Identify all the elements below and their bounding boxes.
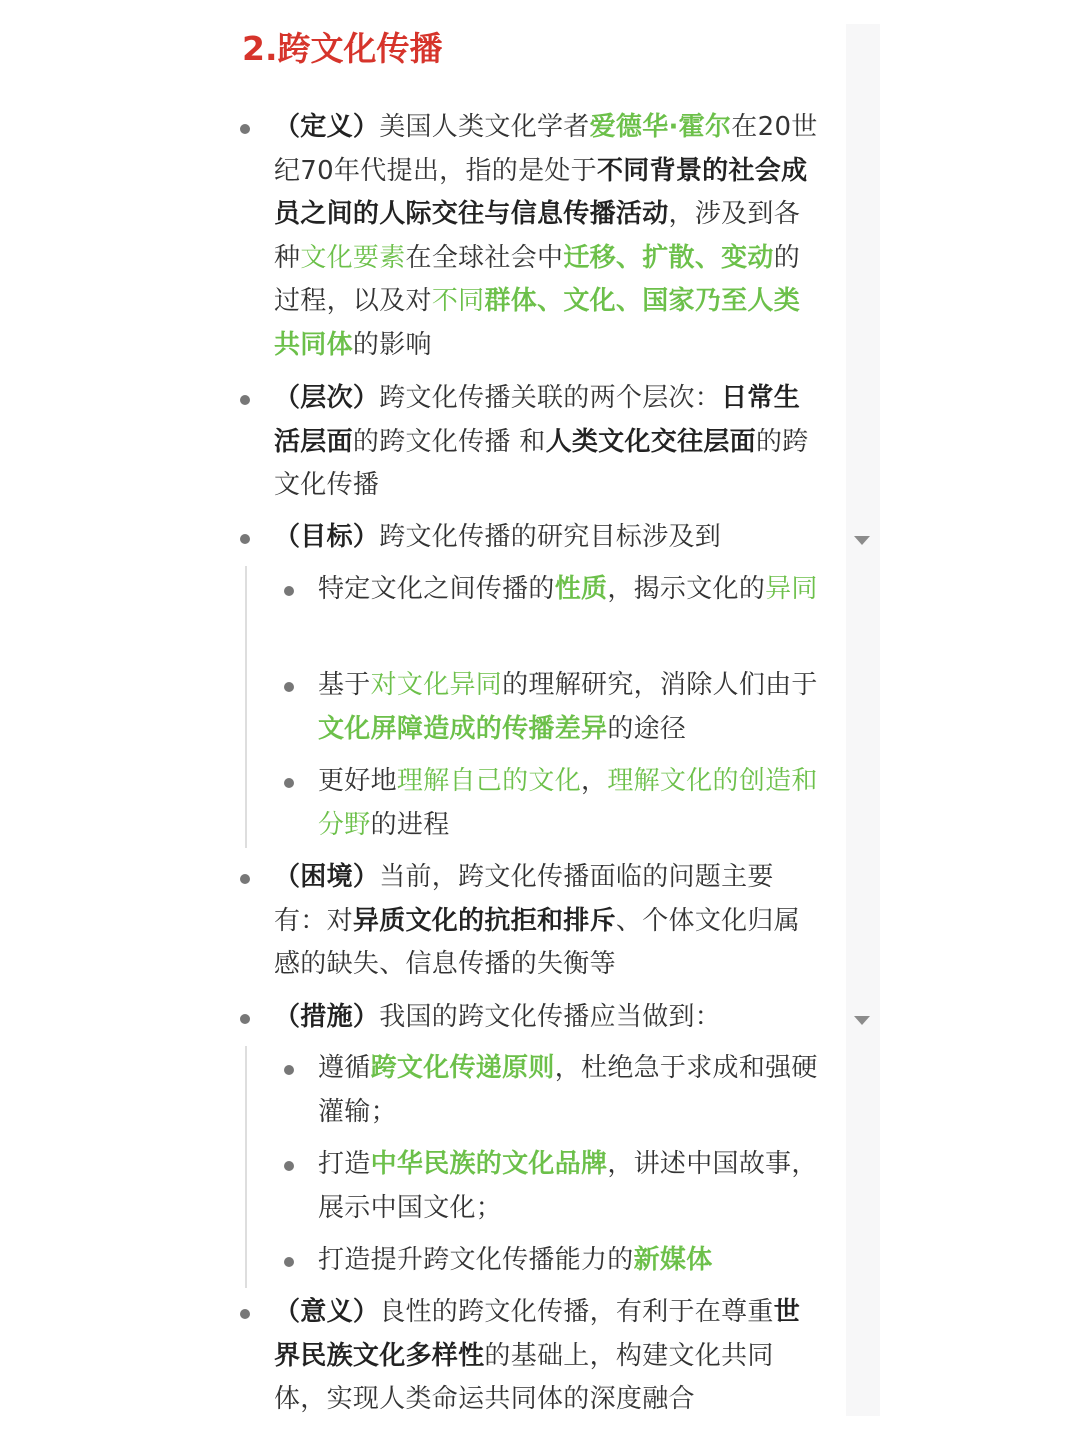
item-label: （目标） [274,522,380,552]
item-text: 我国的跨文化传播应当做到： [379,1002,722,1032]
bullet-icon [284,1257,294,1267]
bullet-icon [284,1161,294,1171]
item-text: 在全球社会中 [405,242,564,273]
sub-item-measure-2 [318,1143,818,1230]
sub-item-measure-1 [318,1047,818,1134]
item-text: 的影响 [352,329,432,360]
highlight-person: 爱德华·霍尔 [589,112,732,142]
item-label: （定义） [274,112,380,142]
list-item-measures [274,996,822,1040]
bullet-icon [284,682,294,692]
bullet-icon [240,874,250,884]
highlight-keyword: 异同 [765,574,818,604]
bullet-icon [284,1065,294,1075]
bullet-icon [240,124,250,134]
item-text: ，涉及到各种 [274,199,801,273]
bullet-icon [284,778,294,788]
item-text: 、个体文化归属感的缺失、信息传播的失衡等 [274,905,801,979]
item-text: ，揭示文化的 [607,574,766,604]
item-text: 遵循 [318,1053,371,1083]
item-text: 的理解研究，消除人们由于 [502,670,818,700]
sub-item-goal-1 [318,568,818,612]
item-text: 美国人类文化学者 [379,112,590,142]
highlight-keyword: 跨文化传递原则 [370,1053,555,1083]
highlight-keyword: 文化屏障造成的传播差异 [318,713,608,744]
item-text: 打造提升跨文化传播能力的 [318,1245,634,1275]
bullet-icon [284,586,294,596]
item-text: ，杜绝急于求成和强硬灌输； [318,1053,818,1127]
item-text: 打造 [318,1149,371,1179]
sub-item-goal-2 [318,664,818,751]
item-text: 当前，跨文化传播面临的问题主要有：对 [274,862,774,936]
highlight-keyword: 中华民族的文化品牌 [370,1149,608,1179]
list-item-significance [274,1291,822,1422]
list-item-dilemma [274,856,822,987]
highlight-keyword: 不同 [431,286,485,316]
bullet-icon [240,1309,250,1319]
sub-item-goal-3 [318,760,818,847]
item-text: 的进程 [370,809,450,840]
item-text: ，讲述中国故事，展示中国文化； [318,1149,818,1223]
sub-item-measure-3 [318,1239,818,1283]
nested-list-guide [245,566,247,848]
highlight-keyword: 迁移、扩散、变动 [563,242,774,273]
highlight-keyword: 新媒体 [633,1245,713,1275]
item-text: 特定文化之间传播的 [318,574,555,604]
item-text: 更好地 [318,766,397,796]
item-text: 的跨文化传播 [274,426,809,500]
bold-keyword: 异质文化的抗拒和排斥 [352,905,616,936]
list-item-definition [274,106,822,367]
bold-keyword: 世界民族文化多样性 [274,1297,801,1371]
bold-keyword: 日常生活层面 [274,383,801,457]
item-label: （层次） [274,383,380,413]
highlight-keyword: 理解文化的创造和分野 [318,766,818,840]
item-text: 的途径 [607,713,687,744]
bullet-icon [240,1014,250,1024]
highlight-keyword: 文化要素 [300,242,406,273]
bold-keyword: 人类文化交往层面 [545,426,756,457]
item-text: 良性的跨文化传播，有利于在尊重 [379,1297,774,1327]
item-text: 在20世纪70年代提出，指的是处于 [274,112,818,186]
bold-keyword: 不同背景的社会成员之间的人际交往与信息传播活动 [274,155,808,229]
collapse-measures-toggle-icon[interactable] [854,1016,870,1025]
item-text: 的基础上，构建文化共同体，实现人类命运共同体的深度融合 [274,1340,774,1414]
item-text: 的跨文化传播 和 [352,426,546,457]
nested-list-guide [245,1046,247,1288]
item-label: （困境） [274,862,380,892]
item-text: 跨文化传播关联的两个层次： [379,383,722,413]
highlight-keyword: 性质 [554,574,608,604]
item-text: 的过程，以及对 [274,242,801,316]
list-item-levels [274,377,822,508]
item-text: 跨文化传播的研究目标涉及到 [379,522,722,552]
highlight-keyword: 理解自己的文化 [396,766,582,796]
item-text: ， [581,766,608,796]
highlight-keyword: 对文化异同 [370,670,503,700]
collapse-goals-toggle-icon[interactable] [854,536,870,545]
item-label: （措施） [274,1002,380,1032]
bullet-icon [240,395,250,405]
item-text: 基于 [318,670,371,700]
bullet-icon [240,534,250,544]
side-strip [846,24,880,1416]
section-title: 2.跨文化传播 [242,29,443,68]
item-label: （意义） [274,1297,380,1327]
highlight-keyword: 群体、文化、国家乃至人类共同体 [274,286,801,360]
list-item-goals [274,516,822,560]
